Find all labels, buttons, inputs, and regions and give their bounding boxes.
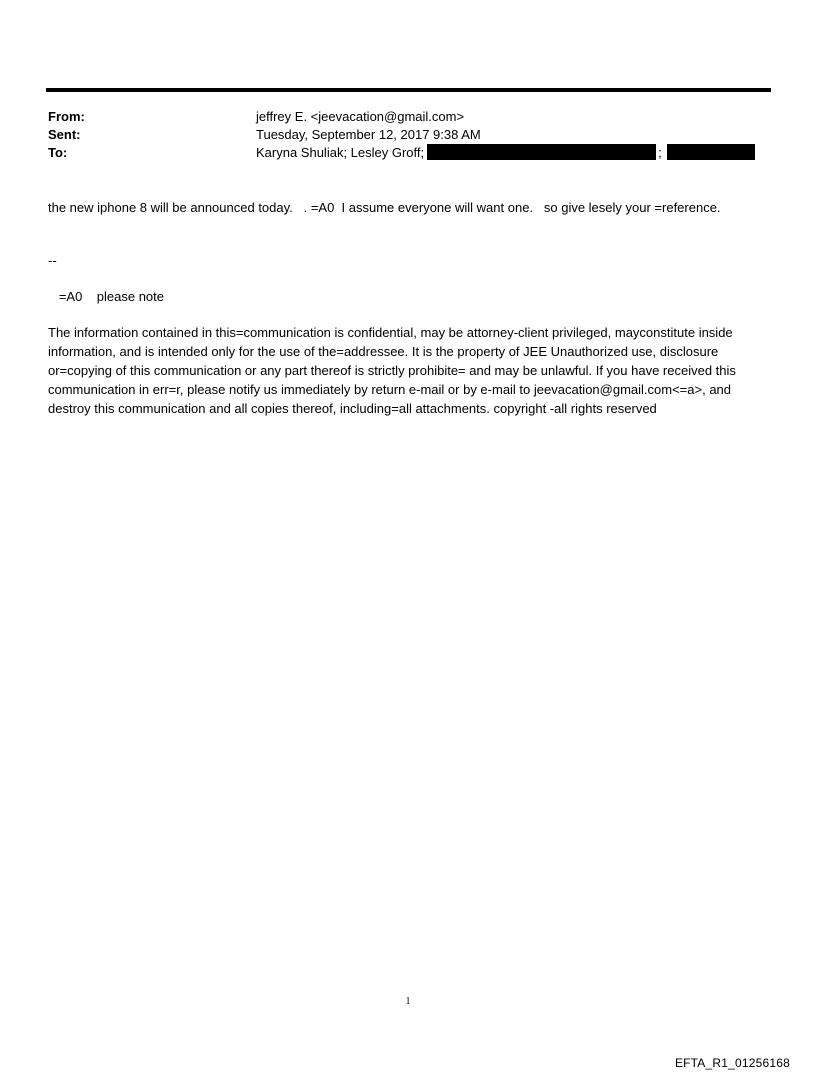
to-row [48, 144, 768, 162]
redaction-block [427, 144, 656, 160]
to-separator: ; [658, 145, 662, 160]
from-row [48, 108, 768, 126]
sent-value: Tuesday, September 12, 2017 9:38 AM [256, 127, 481, 142]
from-label: From: [48, 109, 85, 124]
document-id: EFTA_R1_01256168 [674, 1056, 790, 1070]
confidentiality-disclaimer: The information contained in this=communication is confidential, may be attorney-client privileged, mayconstitute inside information, and is intended only for the use of the=addressee. It is the property of JEE Unauthorized use, disclosure or=copying of this communication or any part thereof is strictly prohibite= and may be unlawful. If you have received this communication in err=r, please notify us immediately by return e-mail or by e-mail to jeevacation@gmail.com<=a>, and destroy this communication and all copies thereof, including=all attachments. copyright -all rights reserved [48, 325, 740, 416]
email-header [48, 108, 768, 162]
page-number: 1 [405, 996, 411, 1007]
redaction-block [667, 144, 755, 160]
from-value: jeffrey E. <jeevacation@gmail.com> [256, 109, 465, 124]
to-label: To: [48, 145, 68, 160]
header-divider [46, 88, 771, 92]
note-line: =A0 please note [48, 289, 165, 304]
to-value-wrapper [256, 144, 755, 162]
to-value: Karyna Shuliak; Lesley Groff; [256, 145, 425, 160]
message-body-line: the new iphone 8 will be announced today. . =A0 I assume everyone will want one. so give lesely your =reference. [48, 200, 721, 215]
signature-separator: -- [48, 253, 57, 268]
sent-label: Sent: [48, 127, 81, 142]
sent-row [48, 126, 768, 144]
